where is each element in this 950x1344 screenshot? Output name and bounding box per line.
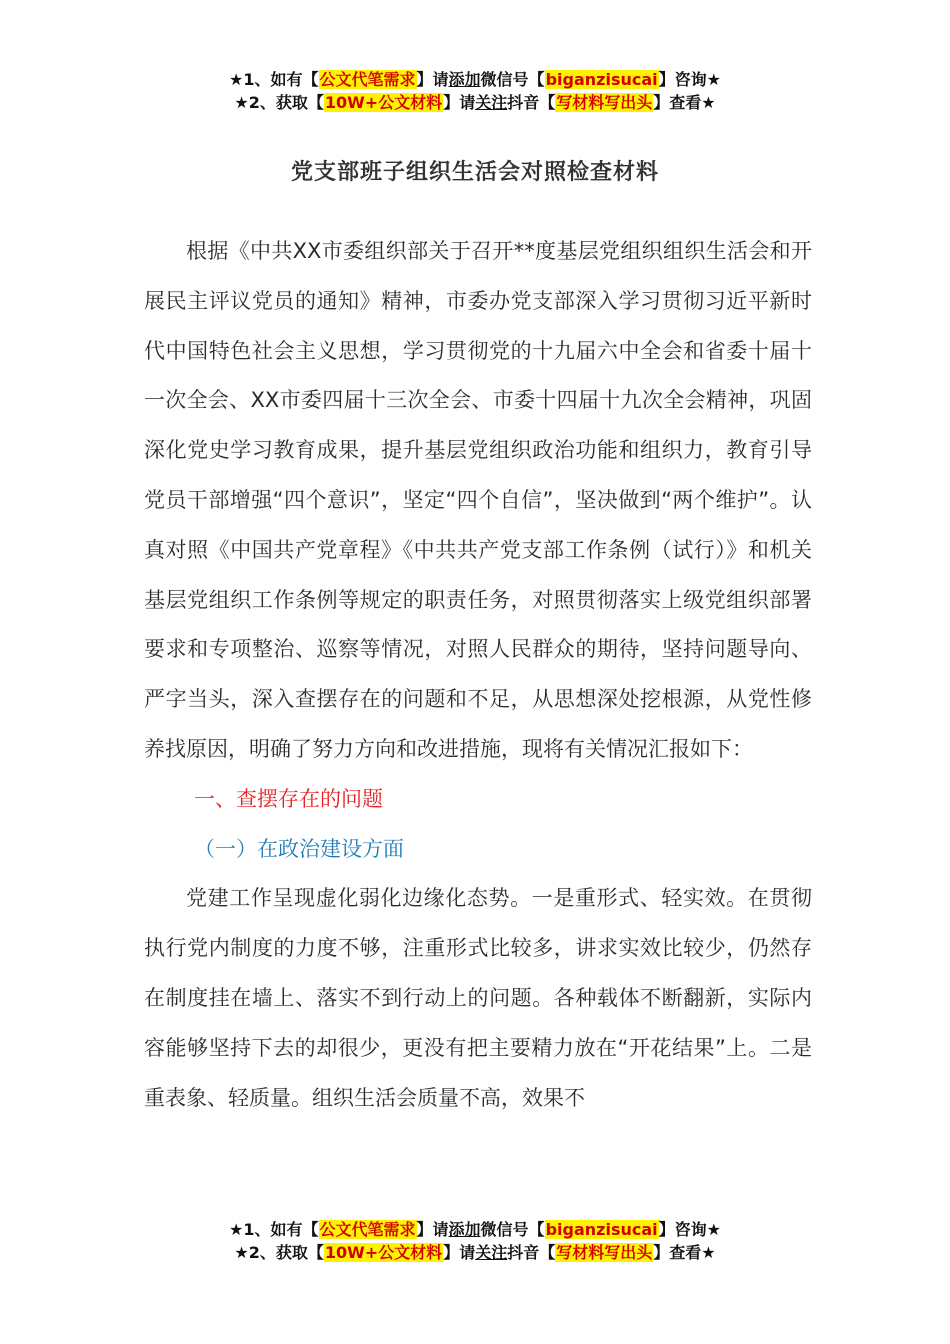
banner-highlight: 公文代笔需求 (319, 70, 416, 89)
banner-highlight: 10W+公文材料 (324, 1243, 443, 1262)
body-paragraph: 党建工作呈现虚化弱化边缘化态势。一是重形式、轻实效。在贯彻执行党内制度的力度不够，注重形式比较多，讲求实效比较少，仍然存在制度挂在墙上、落实不到行动上的问题。各种载体不断翻新，实际内容能够坚持下去的却很少，更没有把主要精力放在“开花结果”上。二是重表象、轻质量。组织生活会质量不高，效果不 (144, 886, 812, 1110)
banner-line-2 (0, 1241, 950, 1264)
top-banner (0, 68, 950, 114)
banner-underline-text: 添加 (448, 70, 481, 89)
banner-text: 抖音【 (507, 93, 556, 112)
banner-highlight: biganzisucai (545, 1220, 658, 1239)
banner-text: 】请 (416, 70, 449, 89)
banner-text: 】查看★ (653, 1243, 716, 1262)
banner-highlight: 写材料写出头 (556, 1243, 653, 1262)
banner-highlight: biganzisucai (545, 70, 658, 89)
banner-text: 】请 (443, 93, 476, 112)
banner-underline-text: 关注 (475, 93, 508, 112)
banner-highlight: 公文代笔需求 (319, 1220, 416, 1239)
banner-text: ★2、获取【 (234, 93, 324, 112)
banner-line-2 (0, 91, 950, 114)
banner-underline-text: 添加 (448, 1220, 481, 1239)
banner-text: ★1、如有【 (229, 70, 319, 89)
document-body (144, 227, 812, 1123)
banner-text: 】请 (443, 1243, 476, 1262)
banner-line-1 (0, 68, 950, 91)
intro-paragraph: 根据《中共XX市委组织部关于召开**度基层党组织组织生活会和开展民主评议党员的通知》精神，市委办党支部深入学习贯彻习近平新时代中国特色社会主义思想，学习贯彻党的十九届六中全会和省委十届十一次全会、XX市委四届十三次全会、市委十四届十九次全会精神，巩固深化党史学习教育成果，提升基层党组织政治功能和组织力，教育引导党员干部增强“四个意识”，坚定“四个自信”，坚决做到“两个维护”。认真对照《中国共产党章程》《中共共产党支部工作条例（试行）》和机关基层党组织工作条例等规定的职责任务，对照贯彻落实上级党组织部署要求和专项整治、巡察等情况，对照人民群众的期待，坚持问题导向、严字当头，深入查摆存在的问题和不足，从思想深处挖根源，从党性修养找原因，明确了努力方向和改进措施，现将有关情况汇报如下： (144, 239, 812, 761)
subsection-heading-1: （一）在政治建设方面 (194, 836, 404, 861)
banner-line-1 (0, 1218, 950, 1241)
document-title: 党支部班子组织生活会对照检查材料 (290, 160, 659, 185)
banner-text: 抖音【 (507, 1243, 556, 1262)
banner-highlight: 10W+公文材料 (324, 93, 443, 112)
banner-text: 微信号【 (480, 1220, 545, 1239)
banner-text: 】咨询★ (658, 70, 721, 89)
section-heading-1: 一、查摆存在的问题 (194, 786, 383, 811)
banner-text: 】请 (416, 1220, 449, 1239)
banner-text: 】查看★ (653, 93, 716, 112)
banner-text: 】咨询★ (658, 1220, 721, 1239)
banner-highlight: 写材料写出头 (556, 93, 653, 112)
bottom-banner (0, 1218, 950, 1264)
banner-underline-text: 关注 (475, 1243, 508, 1262)
banner-text: 微信号【 (480, 70, 545, 89)
banner-text: ★2、获取【 (234, 1243, 324, 1262)
banner-text: ★1、如有【 (229, 1220, 319, 1239)
